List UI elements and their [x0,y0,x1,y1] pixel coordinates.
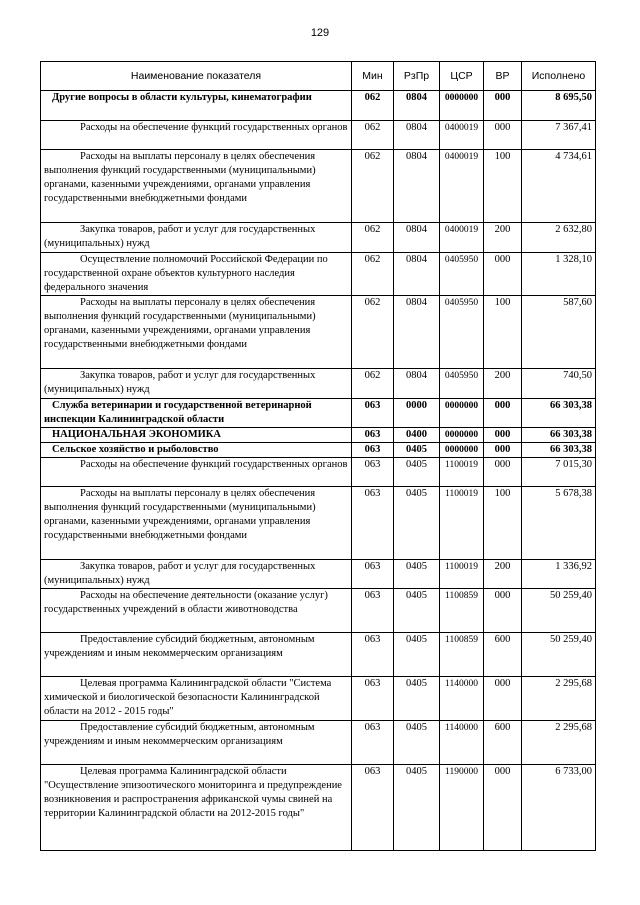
cell-min: 063 [352,443,394,458]
cell-rzpr: 0405 [394,560,440,589]
cell-min: 062 [352,296,394,369]
cell-min: 062 [352,150,394,223]
cell-vr: 000 [484,121,522,150]
cell-amount: 66 303,38 [522,443,596,458]
cell-min: 063 [352,487,394,560]
cell-csr: 1140000 [440,677,484,721]
table-row [41,560,596,589]
cell-amount: 1 336,92 [522,560,596,589]
cell-csr: 1100019 [440,487,484,560]
table-row [41,589,596,633]
cell-csr: 0405950 [440,296,484,369]
cell-name: НАЦИОНАЛЬНАЯ ЭКОНОМИКА [41,428,352,443]
cell-name: Предоставление субсидий бюджетным, автономным учреждениям и иным некоммерческим организациям [41,633,352,677]
cell-name: Предоставление субсидий бюджетным, автономным учреждениям и иным некоммерческим организациям [41,721,352,765]
cell-amount: 5 678,38 [522,487,596,560]
column-header-vr: ВР [484,62,522,91]
cell-amount: 50 259,40 [522,633,596,677]
table-row [41,253,596,296]
cell-name: Расходы на выплаты персоналу в целях обеспечения выполнения функций государственными (муниципальными) органами, казенными учреждениями, органами управления государственными внебюджетными фондами [41,150,352,223]
cell-vr: 000 [484,443,522,458]
cell-name: Закупка товаров, работ и услуг для государственных (муниципальных) нужд [41,560,352,589]
cell-min: 062 [352,253,394,296]
cell-rzpr: 0405 [394,443,440,458]
cell-rzpr: 0405 [394,487,440,560]
cell-name: Другие вопросы в области культуры, кинематографии [41,91,352,121]
cell-vr: 000 [484,428,522,443]
cell-rzpr: 0405 [394,721,440,765]
cell-rzpr: 0405 [394,765,440,851]
cell-amount: 2 295,68 [522,721,596,765]
cell-name: Расходы на обеспечение деятельности (оказание услуг) государственных учреждений в области животноводства [41,589,352,633]
table-row [41,633,596,677]
cell-name: Расходы на обеспечение функций государственных органов [41,458,352,487]
cell-vr: 200 [484,560,522,589]
table-row [41,91,596,121]
cell-min: 062 [352,121,394,150]
table-row [41,121,596,150]
cell-min: 063 [352,677,394,721]
cell-amount: 66 303,38 [522,428,596,443]
table-row [41,721,596,765]
table-body [41,91,596,851]
cell-amount: 6 733,00 [522,765,596,851]
cell-rzpr: 0804 [394,369,440,399]
column-header-rzpr: РзПр [394,62,440,91]
table-row [41,428,596,443]
cell-csr: 1100019 [440,458,484,487]
cell-csr: 1140000 [440,721,484,765]
cell-name: Закупка товаров, работ и услуг для государственных (муниципальных) нужд [41,223,352,253]
cell-csr: 0400019 [440,223,484,253]
cell-vr: 200 [484,223,522,253]
cell-vr: 200 [484,369,522,399]
table-row [41,487,596,560]
cell-rzpr: 0405 [394,677,440,721]
cell-rzpr: 0804 [394,121,440,150]
table-row [41,296,596,369]
cell-min: 063 [352,458,394,487]
table-row [41,369,596,399]
cell-amount: 4 734,61 [522,150,596,223]
cell-csr: 1190000 [440,765,484,851]
cell-amount: 7 367,41 [522,121,596,150]
cell-csr: 0400019 [440,150,484,223]
cell-min: 063 [352,428,394,443]
cell-vr: 000 [484,677,522,721]
cell-csr: 1100859 [440,589,484,633]
cell-min: 062 [352,369,394,399]
cell-name: Закупка товаров, работ и услуг для государственных (муниципальных) нужд [41,369,352,399]
cell-csr: 1100859 [440,633,484,677]
column-header-name: Наименование показателя [41,62,352,91]
cell-rzpr: 0405 [394,458,440,487]
cell-rzpr: 0804 [394,91,440,121]
cell-rzpr: 0804 [394,296,440,369]
table-header-row [41,62,596,91]
table-row [41,677,596,721]
cell-rzpr: 0000 [394,399,440,428]
cell-amount: 740,50 [522,369,596,399]
cell-name: Служба ветеринарии и государственной ветеринарной инспекции Калининградской области [41,399,352,428]
cell-csr: 0400019 [440,121,484,150]
cell-rzpr: 0804 [394,253,440,296]
cell-min: 062 [352,223,394,253]
cell-amount: 587,60 [522,296,596,369]
column-header-min: Мин [352,62,394,91]
cell-csr: 0405950 [440,369,484,399]
cell-vr: 000 [484,253,522,296]
cell-amount: 7 015,30 [522,458,596,487]
cell-vr: 100 [484,296,522,369]
table-row [41,443,596,458]
cell-name: Расходы на выплаты персоналу в целях обеспечения выполнения функций государственными (муниципальными) органами, казенными учреждениями, органами управления государственными внебюджетными фондами [41,487,352,560]
cell-min: 062 [352,91,394,121]
table-row [41,223,596,253]
budget-table [40,61,596,851]
cell-vr: 000 [484,589,522,633]
cell-csr: 0000000 [440,399,484,428]
cell-vr: 000 [484,458,522,487]
table-row [41,765,596,851]
cell-amount: 66 303,38 [522,399,596,428]
cell-vr: 100 [484,487,522,560]
cell-vr: 600 [484,633,522,677]
cell-rzpr: 0405 [394,589,440,633]
page-number: 129 [310,27,330,39]
cell-vr: 600 [484,721,522,765]
cell-amount: 50 259,40 [522,589,596,633]
cell-csr: 1100019 [440,560,484,589]
table-row [41,150,596,223]
table-row [41,458,596,487]
cell-vr: 000 [484,91,522,121]
cell-csr: 0000000 [440,428,484,443]
cell-name: Осуществление полномочий Российской Федерации по государственной охране объектов культурного наследия федерального значения [41,253,352,296]
cell-name: Целевая программа Калининградской области "Осуществление эпизоотического мониторинга и предупреждение возникновения и распространения африканской чумы свиней на территории Калининградской области на 2012-2015 годы" [41,765,352,851]
column-header-csr: ЦСР [440,62,484,91]
cell-min: 063 [352,560,394,589]
cell-min: 063 [352,399,394,428]
cell-min: 063 [352,721,394,765]
cell-vr: 100 [484,150,522,223]
cell-csr: 0000000 [440,443,484,458]
cell-min: 063 [352,765,394,851]
cell-csr: 0000000 [440,91,484,121]
cell-min: 063 [352,633,394,677]
cell-rzpr: 0405 [394,633,440,677]
cell-rzpr: 0804 [394,150,440,223]
cell-amount: 8 695,50 [522,91,596,121]
cell-vr: 000 [484,399,522,428]
cell-amount: 2 632,80 [522,223,596,253]
cell-name: Сельское хозяйство и рыболовство [41,443,352,458]
cell-amount: 2 295,68 [522,677,596,721]
cell-vr: 000 [484,765,522,851]
cell-min: 063 [352,589,394,633]
cell-rzpr: 0804 [394,223,440,253]
cell-rzpr: 0400 [394,428,440,443]
cell-name: Целевая программа Калининградской области "Система химической и биологической безопасности Калининградской области на 2012 - 2015 годы" [41,677,352,721]
column-header-amount: Исполнено [522,62,596,91]
cell-name: Расходы на выплаты персоналу в целях обеспечения выполнения функций государственными (муниципальными) органами, казенными учреждениями, органами управления государственными внебюджетными фондами [41,296,352,369]
table-row [41,399,596,428]
cell-name: Расходы на обеспечение функций государственных органов [41,121,352,150]
cell-csr: 0405950 [440,253,484,296]
cell-amount: 1 328,10 [522,253,596,296]
